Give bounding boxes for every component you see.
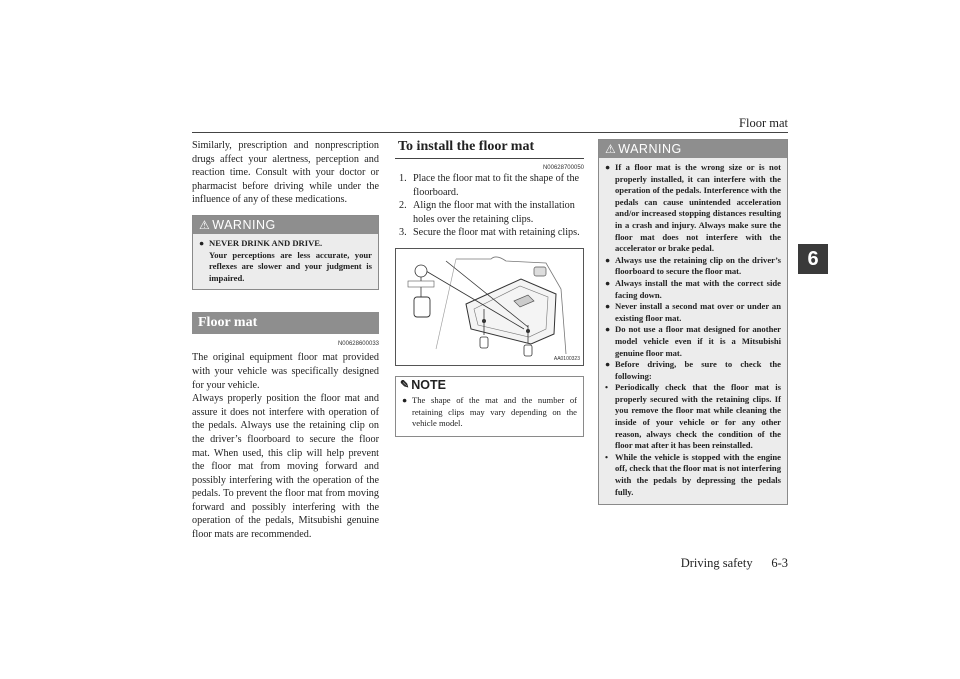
floor-mat-illustration [395, 248, 584, 366]
warning-label: WARNING [618, 142, 682, 156]
warning-item: ● If a floor mat is the wrong size or is not properly installed, it can interfere with the operation of the pedals. Interference with the pedals can cause unintended acceleration and/or increased stopping distances resulting in a crash and injury. Always make sure the floor mat does not interfere with the accelerator or brake pedal. [605, 162, 781, 254]
warning-item: ● Always install the mat with the correct side facing down. [605, 277, 781, 300]
step-item: 3. Secure the floor mat with retaining clips. [399, 227, 580, 239]
intro-paragraph: Similarly, prescription and nonprescription drugs affect your alertness, perception and reaction time. Consult with your doctor or pharmacist before driving while under the influence of any of these medications. [192, 140, 379, 206]
warning-item-text: NEVER DRINK AND DRIVE. Your perceptions are less accurate, your reflexes are slower and your judgment is impaired. [209, 237, 372, 283]
note-box [395, 376, 584, 437]
bullet-icon: ● [605, 277, 611, 288]
bullet-icon: ● [402, 394, 408, 405]
note-icon: ✎ [400, 379, 410, 392]
middle-column [395, 139, 584, 437]
bullet-icon: ● [605, 162, 611, 172]
warning-body [599, 158, 787, 504]
note-header [396, 377, 583, 393]
warning-item: ● Before driving, be sure to check the following: [605, 359, 781, 381]
warning-header [193, 216, 378, 234]
page-footer [681, 556, 788, 571]
warning-triangle-icon: ⚠ [605, 142, 617, 156]
warning-box-left [192, 215, 379, 290]
install-steps [395, 172, 584, 240]
note-body [396, 393, 583, 436]
bullet-icon: ● [605, 254, 611, 265]
bullet-icon: ● [605, 359, 611, 370]
floor-mat-body: The original equipment floor mat provided with your vehicle was specifically designed for your vehicle. Always properly position the floor mat and assure it does not interfere with operation of the pedals. Always use the retaining clip on the driver’s floorboard to secure the floor mat. When used, this clip will help prevent the floor mat from moving forward and possibly interfering with the operation of the pedals. To prevent the floor mat from moving forward and possibly interfering with the operation of the pedals, Mitsubishi genuine floor mats are recommended. [192, 352, 379, 541]
warning-label: WARNING [212, 217, 276, 232]
warning-subitem: • While the vehicle is stopped with the engine off, check that the floor mat is not interfering with the pedals by depressing the pedals fully. [605, 451, 781, 497]
bullet-icon: ● [605, 301, 611, 312]
note-item-text: The shape of the mat and the number of retaining clips may vary depending on the vehicle model. [412, 394, 577, 429]
warning-box-right [598, 139, 788, 505]
warning-triangle-icon: ⚠ [199, 217, 211, 232]
floor-mat-drawing [396, 249, 583, 365]
section-code: N00628700050 [542, 165, 584, 171]
section-title-install: To install the floor mat [395, 139, 584, 159]
section-code: N00628600033 [337, 341, 379, 348]
left-column [192, 139, 379, 542]
illustration-code: AA0100323 [553, 355, 580, 362]
footer-page-number: 6-3 [771, 556, 788, 570]
warning-body [193, 234, 378, 289]
chapter-tab: 6 [798, 244, 828, 274]
right-column [598, 139, 788, 505]
warning-item [199, 238, 372, 284]
step-item: 1. Place the floor mat to fit the shape of the floorboard. [399, 173, 580, 198]
warning-item: ● Always use the retaining clip on the driver’s floorboard to secure the floor mat. [605, 254, 781, 277]
warning-subitem: • Periodically check that the floor mat is properly secured with the retaining clips. If you remove the floor mat while cleaning the inside of your vehicle or for any other reason, always check the condition of the floor mat after it has been reinstalled. [605, 382, 781, 451]
warning-item: ● Never install a second mat over or under an existing floor mat. [605, 301, 781, 323]
note-item [402, 395, 577, 430]
bullet-icon: ● [199, 237, 205, 248]
step-item: 2. Align the floor mat with the installation holes over the retaining clips. [399, 200, 575, 225]
page-header-title: Floor mat [739, 116, 788, 130]
footer-section: Driving safety [680, 556, 753, 570]
section-title-floor-mat: Floor mat [192, 312, 379, 334]
warning-header [599, 140, 787, 158]
warning-item: ● Do not use a floor mat designed for another model vehicle even if it is a Mitsubishi genuine floor mat. [605, 324, 781, 358]
note-label: NOTE [411, 377, 446, 392]
bullet-icon: ● [605, 324, 611, 335]
header-rule [192, 132, 788, 133]
